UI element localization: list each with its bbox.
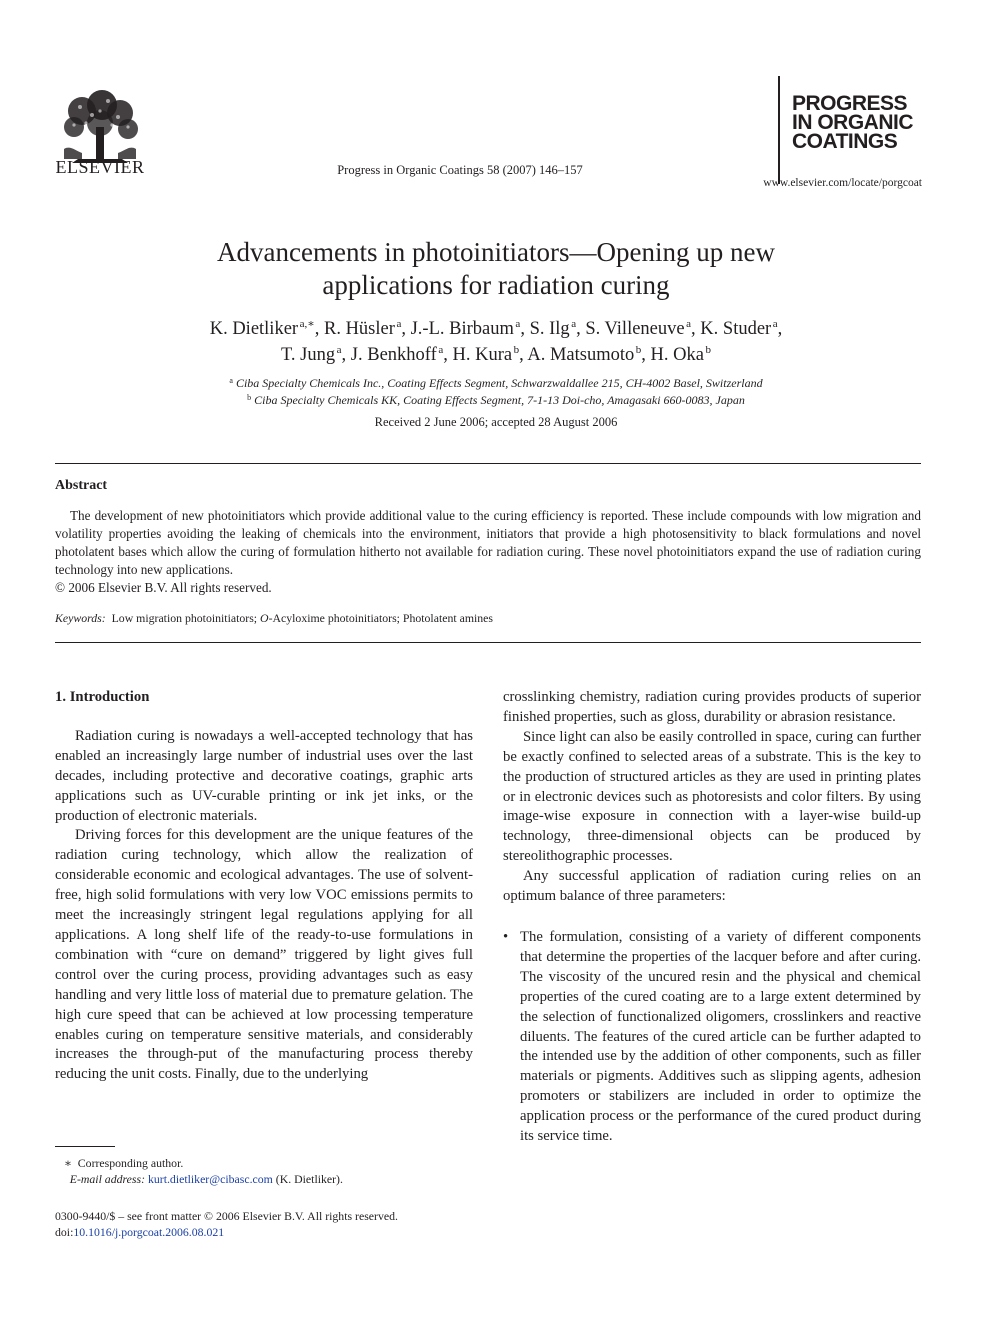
author: [281, 345, 351, 365]
affiliation: [60, 376, 932, 391]
abstract-text: The development of new photoinitiators which provide additional value to the curing efficiency is reported. These include compounds with low migration and volatility properties avoiding the leaking of chemicals into the environment, initiators that provide a high photosensitivity to black formulations and novel photolatent bases which allow the curing of formulation hitherto not available for radiation curing. These novel photoinitiators expand the use of radiation curing technology into new applications.: [55, 508, 921, 577]
author-name: S. Villeneuve: [585, 319, 685, 339]
author-separator: ,: [777, 319, 783, 339]
journal-citation: Progress in Organic Coatings 58 (2007) 146–157: [337, 163, 583, 177]
paragraph: Since light can also be easily controlled in space, curing can further be exactly confined to selected areas of a substrate. This is the key to the production of structured articles as they are used in printing plates or in electronic devices such as photoresists and color filters. By using image-wise exposure in connection with a layer-wise build-up technology, three-dimensional objects can be produced by stereolithographic processes.: [503, 728, 921, 865]
journal-url-link[interactable]: www.elsevier.com/locate/porgcoat: [763, 177, 922, 189]
author-name: R. Hüsler: [323, 319, 395, 339]
author-affiliation-mark[interactable]: a: [438, 344, 444, 356]
author: [351, 345, 453, 365]
author-separator: ,: [520, 319, 530, 339]
paragraph: Driving forces for this development are the unique features of the radiation curing technology, which allow the realization of considerable economic and ecological advantages. The use of solvent-free, high solid formulations with very low VOC emissions permits to meet the increasingly stringent legal regulations applying for all applications. A long shelf life of the ready-to-use formulations in combination with “cure on demand” triggered by light gives full control over the curing process, providing advantages such as easy handling and very little loss of material due to premature gelation. The high cure speed that can be achieved at low processing temperature enables curing on temperature sensitive materials, and considerably increases the through-put of the manufacturing process thereby reducing the unit costs. Finally, due to the underlying: [55, 827, 473, 1083]
author-name: J. Benkhoff: [350, 345, 437, 365]
journal-logo-divider: [778, 76, 780, 184]
author-separator: ,: [691, 319, 701, 339]
journal-logo-line: COATINGS: [792, 130, 898, 153]
email-owner: (K. Dietliker).: [275, 1172, 343, 1186]
publisher-name: ELSEVIER: [55, 157, 145, 177]
journal-logo-line: PROGRESS: [792, 92, 908, 115]
author: [210, 319, 324, 339]
author-name: A. Matsumoto: [527, 345, 635, 365]
footnote-corresponding: Corresponding author.: [77, 1156, 184, 1170]
author-name: K. Studer: [700, 319, 772, 339]
author-name: T. Jung: [280, 345, 336, 365]
footnote-divider: [55, 1146, 115, 1147]
author-separator: ,: [519, 345, 528, 365]
author: [324, 319, 411, 339]
paragraph: Radiation curing is nowadays a well-accepted technology that has enabled an increasingly large number of industrial uses over the last decades, including protective and decorative coatings, graphic arts applications such as UV-curable printing or ink jet inks, or the production of electronic materials.: [55, 727, 473, 824]
front-matter: [55, 1208, 495, 1240]
author-name: H. Oka: [650, 345, 704, 365]
keywords-text: -Acyloxime photoinitiators; Photolatent amines: [268, 611, 493, 625]
affiliation-text: Ciba Specialty Chemicals KK, Coating Effects Segment, 7-1-13 Doi-cho, Amagasaki 660-0083, Japan: [254, 393, 745, 407]
footnote-mark: ∗: [63, 1156, 72, 1170]
doi-link[interactable]: 10.1016/j.porgcoat.2006.08.021: [73, 1225, 225, 1239]
right-column: [503, 688, 921, 1147]
author-name: J.-L. Birbaum: [410, 319, 514, 339]
list-item: [503, 928, 921, 1147]
author: [700, 319, 782, 339]
author-affiliation-mark[interactable]: a: [515, 318, 521, 330]
journal-logo-line: IN ORGANIC: [792, 111, 913, 134]
title-line: applications for radiation curing: [322, 270, 670, 300]
author-separator: ,: [341, 345, 351, 365]
author: [585, 319, 700, 339]
affiliation: [60, 393, 932, 408]
section-heading: 1. Introduction: [55, 689, 150, 705]
paragraph: Any successful application of radiation curing relies on an optimum balance of three parameters:: [503, 868, 921, 905]
abstract-heading: Abstract: [55, 478, 108, 493]
keywords: [55, 611, 493, 626]
received-dates: Received 2 June 2006; accepted 28 August 2006: [374, 415, 618, 429]
author-affiliation-mark[interactable]: b: [635, 344, 642, 356]
author-name: K. Dietliker: [209, 319, 299, 339]
keywords-label: Keywords:: [55, 611, 106, 625]
author-name: S. Ilg: [529, 319, 570, 339]
front-matter-line: 0300-9440/$ – see front matter © 2006 Elsevier B.V. All rights reserved.: [55, 1209, 398, 1223]
author-affiliation-mark[interactable]: a: [772, 318, 778, 330]
article-title: [60, 236, 932, 302]
author-affiliation-mark[interactable]: b: [513, 344, 520, 356]
keywords-italic-o: O: [260, 611, 269, 625]
author-affiliation-mark[interactable]: a: [571, 318, 577, 330]
author-separator: ,: [314, 319, 324, 339]
affiliation-mark: b: [247, 393, 252, 402]
keywords-text: Low migration photoinitiators;: [111, 611, 261, 625]
author-affiliation-mark[interactable]: b: [705, 344, 712, 356]
title-line: Advancements in photoinitiators—Opening up new: [217, 237, 775, 267]
author: [530, 319, 586, 339]
author-separator: ,: [641, 345, 651, 365]
bullet-list: [503, 928, 921, 1147]
author: [527, 345, 650, 365]
paragraph-continued: crosslinking chemistry, radiation curing provides products of superior finished properties, such as gloss, durability or abrasion resistance.: [503, 689, 921, 725]
copyright-notice: © 2006 Elsevier B.V. All rights reserved.: [55, 580, 272, 595]
author-name: H. Kura: [452, 345, 513, 365]
author-list: [60, 316, 932, 368]
affiliation-mark: a: [229, 376, 233, 385]
journal-logo: [792, 94, 913, 151]
author-separator: ,: [443, 345, 453, 365]
bullet-icon: •: [503, 928, 509, 945]
author: [651, 345, 711, 365]
email-link[interactable]: kurt.dietliker@cibasc.com: [147, 1172, 273, 1186]
section-divider: [55, 463, 921, 464]
affiliation-text: Ciba Specialty Chemicals Inc., Coating Effects Segment, Schwarzwaldallee 215, CH-4002 Basel, Switzerland: [235, 376, 763, 390]
author: [411, 319, 530, 339]
section-divider: [55, 642, 921, 643]
email-label: E-mail address:: [69, 1172, 146, 1186]
list-item-text: The formulation, consisting of a variety of different components that determine the properties of the lacquer before and after curing. The viscosity of the uncured resin and the physical and chemical properties of the cured coating are to a large extent determined by the selection of functionalized oligomers, crosslinkers and reactive diluents. The features of the cured article can be further adapted to the intended use by the addition of other components, such as filler materials or pigments. Additives such as slipping agents, adhesion promoters or stabilizers are included in order to optimize the application process or the performance of the cured product during its service time.: [520, 928, 921, 1145]
author-affiliation-mark[interactable]: a: [686, 318, 692, 330]
left-column: [55, 688, 473, 1085]
doi-label: doi:: [55, 1225, 74, 1239]
footnote: [55, 1155, 495, 1187]
author-affiliation-mark[interactable]: a: [336, 344, 342, 356]
author-separator: ,: [576, 319, 586, 339]
author-affiliation-mark[interactable]: a: [396, 318, 402, 330]
author-affiliation-mark[interactable]: a,∗: [299, 318, 315, 330]
author-separator: ,: [401, 319, 411, 339]
author: [452, 345, 527, 365]
